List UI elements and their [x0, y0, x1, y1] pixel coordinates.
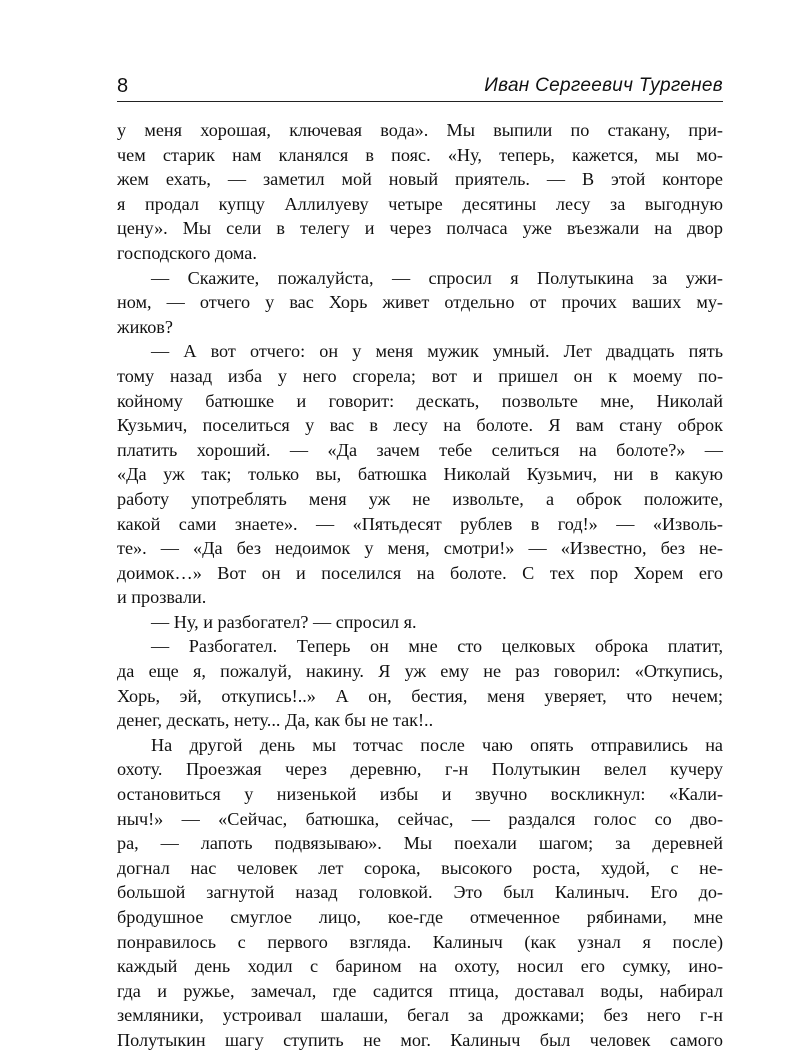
page-number: 8 — [117, 75, 129, 97]
header-rule — [117, 101, 723, 102]
text-line: да еще я, пожалуй, накину. Я уж ему не раз говорил: «Откупись, — [117, 661, 723, 682]
text-line: Полутыкин шагу ступить не мог. Калиныч был человек самого — [117, 1029, 723, 1050]
text-line: ныч!» — «Сейчас, батюшка, сейчас, — раздался голос со дво- — [117, 808, 723, 829]
text-line: ном, — отчего у вас Хорь живет отдельно от прочих ваших му- — [117, 292, 723, 313]
text-line: я продал купцу Аллилуеву четыре десятины лесу за выгодную — [117, 193, 723, 214]
text-line: тому назад изба у него сгорела; вот и пришел он к моему по- — [117, 365, 723, 386]
text-line: «Да уж так; только вы, батюшка Николай Кузьмич, ни в какую — [117, 464, 723, 485]
text-line: На другой день мы тотчас после чаю опять отправились на — [151, 734, 723, 755]
text-line: гда и ружье, замечал, где садится птица, доставал воды, набирал — [117, 980, 723, 1001]
text-line: бродушное смуглое лицо, кое-где отмеченное рябинами, мне — [117, 907, 723, 927]
text-line: какой сами знаете». — «Пятьдесят рублев в год!» — «Изволь- — [117, 513, 723, 534]
text-line: каждый день ходил с барином на охоту, носил его сумку, ино- — [117, 956, 723, 977]
text-line: цену». Мы сели в телегу и через полчаса уже въезжали на двор — [117, 218, 723, 239]
text-line: койному батюшке и говорит: дескать, позвольте мне, Николай — [117, 390, 723, 411]
text-line: земляники, устроивал шалаши, бегал за дрожками; без него г-н — [117, 1005, 723, 1026]
text-line: догнал нас человек лет сорока, высокого роста, худой, с не- — [117, 857, 723, 878]
text-line: Кузьмич, поселиться у вас в лесу на болоте. Я вам стану оброк — [117, 415, 723, 436]
text-line: — А вот отчего: он у меня мужик умный. Лет двадцать пять — [151, 341, 723, 362]
text-line: доимок…» Вот он и поселился на болоте. С тех пор Хорем его — [117, 562, 723, 583]
text-line: Хорь, эй, откупись!..» А он, бестия, меня уверяет, что нечем; — [117, 685, 723, 706]
text-line: охоту. Проезжая через деревню, г-н Полутыкин велел кучеру — [117, 759, 723, 780]
text-line: — Ну, и разбогател? — спросил я. — [151, 611, 417, 632]
text-line: ра, — лапоть подвязываю». Мы поехали шагом; за деревней — [117, 833, 723, 854]
text-line: жем ехать, — заметил мой новый приятель. — В этой конторе — [117, 169, 723, 190]
text-line: те». — «Да без недоимок у меня, смотри!» — «Известно, без не- — [117, 538, 723, 559]
page-header — [117, 74, 723, 100]
text-line: понравилось с первого взгляда. Калиныч (как узнал я после) — [117, 931, 723, 952]
text-line: жиков? — [117, 316, 173, 337]
text-line: — Разбогател. Теперь он мне сто целковых оброка платит, — [151, 636, 723, 657]
text-line: большой загнутой назад головкой. Это был Калиныч. Его до- — [117, 882, 723, 903]
text-line: денег, дескать, нету... Да, как бы не так!.. — [117, 710, 434, 731]
text-line: и прозвали. — [117, 587, 207, 608]
text-line: у меня хорошая, ключевая вода». Мы выпили по стакану, при- — [117, 120, 723, 140]
text-line: господского дома. — [117, 242, 257, 263]
text-line: работу употреблять меня уж не извольте, а оброк положите, — [117, 488, 723, 509]
text-line: остановиться у низенькой избы и звучно воскликнул: «Кали- — [117, 784, 723, 805]
text-line: платить хороший. — «Да зачем тебе селиться на болоте?» — — [117, 439, 723, 460]
body-text — [117, 118, 723, 1053]
running-title: Иван Сергеевич Тургенев — [484, 75, 723, 96]
text-line: — Скажите, пожалуйста, — спросил я Полутыкина за ужи- — [151, 267, 723, 288]
text-line: чем старик нам кланялся в пояс. «Ну, теперь, кажется, мы мо- — [117, 144, 723, 165]
